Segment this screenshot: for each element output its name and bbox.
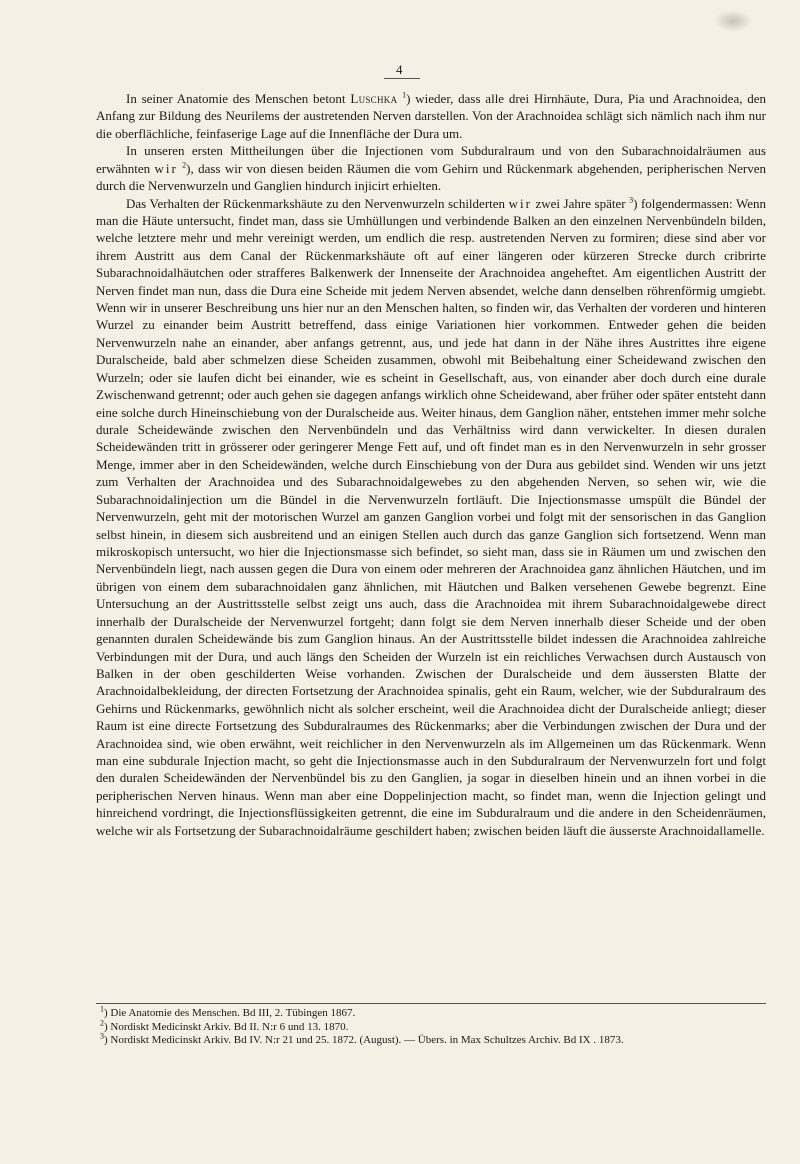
footnote-2 (100, 1017, 770, 1035)
scan-smudge (714, 10, 752, 32)
footnote-mark: 1 (100, 1004, 104, 1014)
emphasis-spaced: wir (154, 160, 178, 176)
paragraph-2: In unseren ersten Mittheilungen über die Injectionen vom Subduralraum und von den Subarachnoidalräumen aus erwähnten wir $^2$), dass wir von diesen beiden Räumen die vom Gehirn und Rückenmark abgehenden, peripherischen Nerven durch die Nervenwurzeln und Ganglien hindurch injicirt erhielten. (96, 143, 767, 194)
footnote-ref: 2 (182, 160, 187, 170)
footnote-text: ) Nordiskt Medicinskt Arkiv. Bd II. N:r 6 und 13. 1870. (104, 1020, 349, 1033)
page-number: 4 (396, 62, 403, 77)
emphasis-spaced: wir (508, 195, 532, 211)
footnote-rule (96, 1003, 766, 1004)
footnote-mark: 2 (100, 1017, 104, 1027)
footnote-1 (100, 1004, 770, 1021)
paragraph-1: In seiner Anatomie des Menschen betont Luschka $^1$) wieder, dass alle drei Hirnhäute, Dura, Pia und Arachnoidea, den Anfang zur Bildung des Neurilems der austretenden Nerven darstellen. Von der Arachnoidea schlägt sich nämlich nach ihm nur die oberflächliche, feinfaserige Lage auf die Innenfläche der Dura um. (96, 90, 767, 141)
footnote-text: ) Die Anatomie des Menschen. Bd III, 2. Tübingen 1867. (104, 1007, 356, 1019)
body-text (96, 90, 766, 839)
footnote-mark: 3 (100, 1031, 104, 1041)
footnote-3 (100, 1031, 770, 1048)
paragraph-3: Das Verhalten der Rückenmarkshäute zu den Nervenwurzeln schilderten wir zwei Jahre später $^3$) folgendermassen: Wenn man die Häute untersucht, findet man, dass sie Umhüllungen und verbindende Balken an den einzelnen Nervenbündeln bilden, welche letztere mehr und mehr vereinigt werden, um endlich die resp. austretenden Nerven zu formiren; diese sind aber vor ihrem Austritt aus dem Canal der Rückenmarkshäute oft auf einer längeren oder kürzeren Strecke durch cribrirte Subarachnoidalhäutchen oder strafferes Balkenwerk der Innenseite der Arachnoidea angeheftet. Am eigentlichen Austritt der Nerven findet man nun, dass die Dura eine Scheide mit jedem Nerven absendet, welche dann denselben röhrenförmig umgiebt. Wenn wir in unserer Beschreibung uns hier nur an den Menschen halten, so finden wir, das Verhalten der vorderen und hinteren Wurzel zu einander beim Austritt betreffend, dass einige Variationen hier vorkommen. Entweder gehen die beiden Nervenwurzeln nahe an einander, aber anfangs getrennt, aus, und jede hat dann in der Nähe ihres Austrittes ihre eigene Duralscheide, bald aber schmelzen diese Scheiden zusammen, obwohl mit Beibehaltung einer Scheidewand zwischen den Wurzeln; oder sie laufen dicht bei einander, wie es scheint in Gesellschaft, aus, von einander aber doch durch eine durale Zwischenwand getrennt; oder auch gehen sie dagegen anfangs wirklich ohne Scheidewand, aber früher oder später entsteht dann eine solche durch Hineinschiebung von der Duralscheide aus. Weiter hinaus, dem Ganglion näher, entstehen immer mehr solche durale Scheidewände zwischen den Nervenbündeln und das Verhältniss wird dann verwickelter. In diesen duralen Scheidewänden tritt in grösserer oder geringerer Menge Fett auf, und oft findet man es in den Nervenwurzeln in sehr grosser Menge, immer aber in den Scheidewänden, welche durch Einschiebung von der Dura aus gebildet sind. Wenden wir uns jetzt zum Verhalten der Arachnoidea und des Subarachnoidalgewebes zu den abgehenden Nerven, so sehen wir, wie die Subarachnoidalinjection um die Bündel in die Nervenwurzeln fortläuft. Die Injectionsmasse umspült die Bündel der Nervenwurzeln, geht mit der motorischen Wurzel am ganzen Ganglion vorbei und folgt mit der sensorischen in das Ganglion selbst hinein, in diesem sich ausbreitend und an einigen Stellen auch durch das ganze Ganglion sich fortsetzend. Wenn man mikroskopisch untersucht, wo hier die Injectionsmasse sich befindet, so sieht man, dass sie in Räumen um und zwischen den Nervenbündeln liegt, nach aussen gegen die Dura von einem oder mehreren der Arachnoidea ganz ähnlichen Häutchen, und im übrigen von einem dem subarachnoidalen ganz ähnlichen, mit Häutchen und Balken versehenen Gewebe begrenzt. Eine Untersuchung an der Austrittsstelle selbst zeigt uns auch, dass die Arachnoidea mit ihrem Subarachnoidalgewebe direct innerhalb der Duralscheide der Nervenwurzel fortgeht; dann folgt sie dem Nerven innerhalb dieser Scheide und der oben genannten duralen Scheidewände bis zum Ganglion hinaus. An der Austrittsstelle bildet indessen die Arachnoidea zahlreiche Verbindungen mit der Dura, und auch längs den Scheiden der Wurzeln ist ein reichliches Verwachsen durch Austausch von Balken in der oben geschilderten Weise vorhanden. Zwischen der Duralscheide und dem äussersten Blatte der Arachnoidalbekleidung, der directen Fortsetzung der Arachnoidea spinalis, geht ein Raum, welcher, wie der Subduralraum des Gehirns und Rückenmarks, gewöhnlich nicht als solcher erscheint, weil die Arachnoidea dicht der Duralscheide anliegt; dieser Raum ist eine directe Fortsetzung des Subduralraumes des Rückenmarks; aber die Verbindungen zwischen der Dura und der Arachnoidea sind, wie oben erwähnt, weit reichlicher in den Nervenwurzeln als im Allgemeinen um das Rückenmark. Wenn man eine subdurale Injection macht, so geht die Injectionsmasse auch in den Subduralraum der Nervenwurzeln fort und folgt den duralen Scheidewänden der Nervenbündel bis zu den Ganglien, ja sogar in dieselben hinein und an ihnen vorbei in die peripherischen Nerven hinaus. Wenn man aber eine Doppelinjection macht, so findet man, wenn die Injection gelingt und hinreichend vordringt, die Injectionsflüssigkeiten getrennt, die eine im Subduralraum und die andere in den Scheidenräumen, welche wir als Fortsetzung der Subarachnoidalräume geschildert haben; zwischen beiden läuft die äusserste Arachnoidallamelle. (96, 195, 766, 838)
page-number-rule (384, 78, 420, 79)
footnote-ref: 1 (402, 90, 407, 100)
footnote-ref: 3 (629, 195, 634, 205)
footnotes (100, 1004, 770, 1048)
footnote-text: ) Nordiskt Medicinskt Arkiv. Bd IV. N:r 21 und 25. 1872. (August). — Übers. in Max Schultzes Archiv. Bd IX . 1873. (104, 1034, 624, 1046)
author-name: Luschka (350, 91, 398, 106)
